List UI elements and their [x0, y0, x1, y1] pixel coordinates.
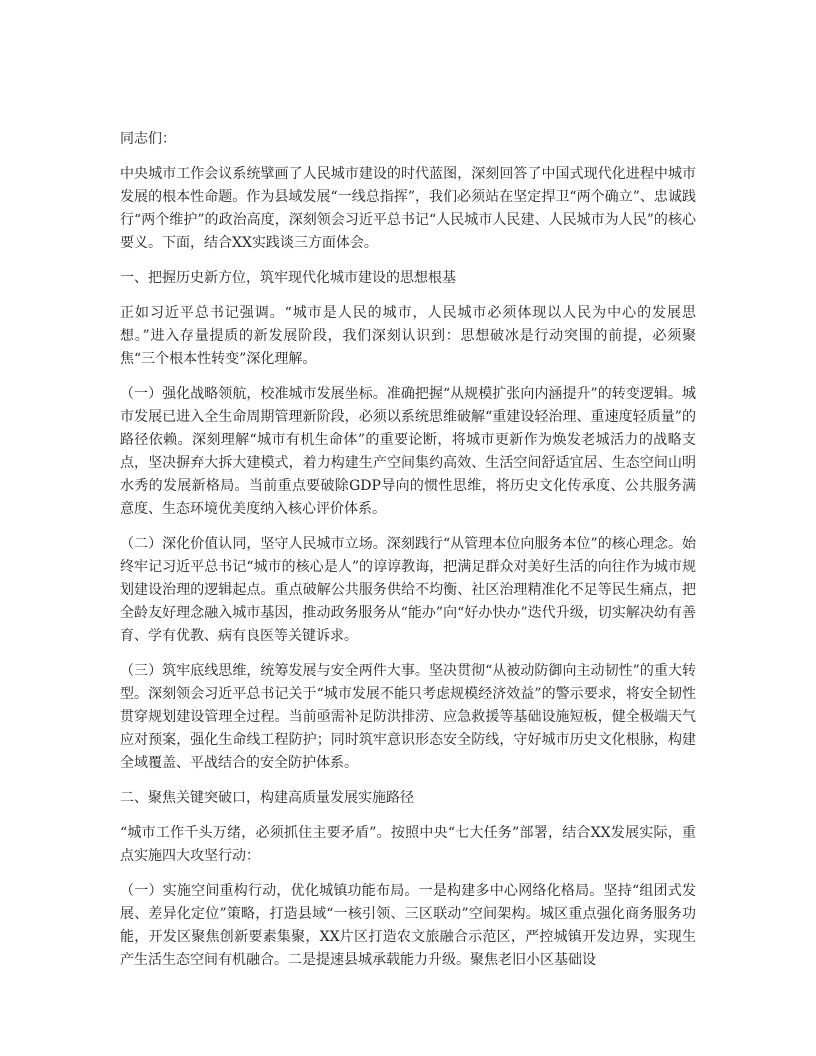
- section-heading-1: 一、把握历史新方位，筑牢现代化城市建设的思想根基: [120, 270, 456, 286]
- paragraph-1-3: （三）筑牢底线思维，统筹发展与安全两件大事。坚决贯彻“从被动防御向主动韧性”的重大转型。深刻领会习近平总书记关于“城市发展不能只考虑规模经济效益”的警示要求，将安全韧性贯穿规划建设管理全过程。当前亟需补足防洪排涝、应急救援等基础设施短板，健全极端天气应对预案，强化生命线工程防护；同时筑牢意识形态安全防线，守好城市历史文化根脉，构建全域覆盖、平战结合的安全防护体系。: [120, 663, 696, 771]
- section-heading-2: 二、聚焦关键突破口，构建高质量发展实施路径: [120, 790, 414, 806]
- document-page: [120, 128, 696, 984]
- paragraph-2-intro: “城市工作千头万绪，必须抓住主要矛盾”。按照中央“七大任务”部署，结合XX发展实际，重点实施四大攻坚行动：: [120, 825, 696, 864]
- paragraph-1-1: （一）强化战略领航，校准城市发展坐标。准确把握“从规模扩张向内涵提升”的转变逻辑。城市发展已进入全生命周期管理新阶段，必须以系统思维破解“重建设轻治理、重速度轻质量”的路径依赖。深刻理解“城市有机生命体”的重要论断，将城市更新作为焕发老城活力的战略支点，坚决摒弃大拆大建模式，着力构建生产空间集约高效、生活空间舒适宜居、生态空间山明水秀的发展新格局。当前重点要破除GDP导向的惯性思维，将历史文化传承度、公共服务满意度、生态环境优美度纳入核心评价体系。: [120, 386, 696, 517]
- paragraph-1-2: （二）深化价值认同，坚守人民城市立场。深刻践行“从管理本位向服务本位”的核心理念。始终牢记习近平总书记“城市的核心是人”的谆谆教诲，把满足群众对美好生活的向往作为城市规划建设治理的逻辑起点。重点破解公共服务供给不均衡、社区治理精准化不足等民生痛点，把全龄友好理念融入城市基因，推动政务服务从“能办”向“好办快办”迭代升级，切实解决幼有善育、学有优教、病有良医等关键诉求。: [120, 536, 696, 644]
- greeting: 同志们：: [120, 131, 176, 147]
- paragraph-1-intro: 正如习近平总书记强调。“城市是人民的城市，人民城市必须体现以人民为中心的发展思想。”进入存量提质的新发展阶段，我们深刻认识到：思想破冰是行动突围的前提，必须聚焦“三个根本性转变”深化理解。: [120, 305, 696, 367]
- paragraph-intro: 中央城市工作会议系统擘画了人民城市建设的时代蓝图，深刻回答了中国式现代化进程中城市发展的根本性命题。作为县域发展“一线总指挥”，我们必须站在坚定捍卫“两个确立”、忠诚践行“两个维护”的政治高度，深刻领会习近平总书记“人民城市人民建、人民城市为人民”的核心要义。下面，结合XX实践谈三方面体会。: [120, 166, 696, 251]
- paragraph-2-1: （一）实施空间重构行动，优化城镇功能布局。一是构建多中心网络化格局。坚持“组团式发展、差异化定位”策略，打造县域“一核引领、三区联动”空间架构。城区重点强化商务服务功能，开发区聚焦创新要素集聚，XX片区打造农文旅融合示范区，严控城镇开发边界，实现生产生活生态空间有机融合。二是提速县城承载能力升级。聚焦老旧小区基础设: [120, 883, 696, 968]
